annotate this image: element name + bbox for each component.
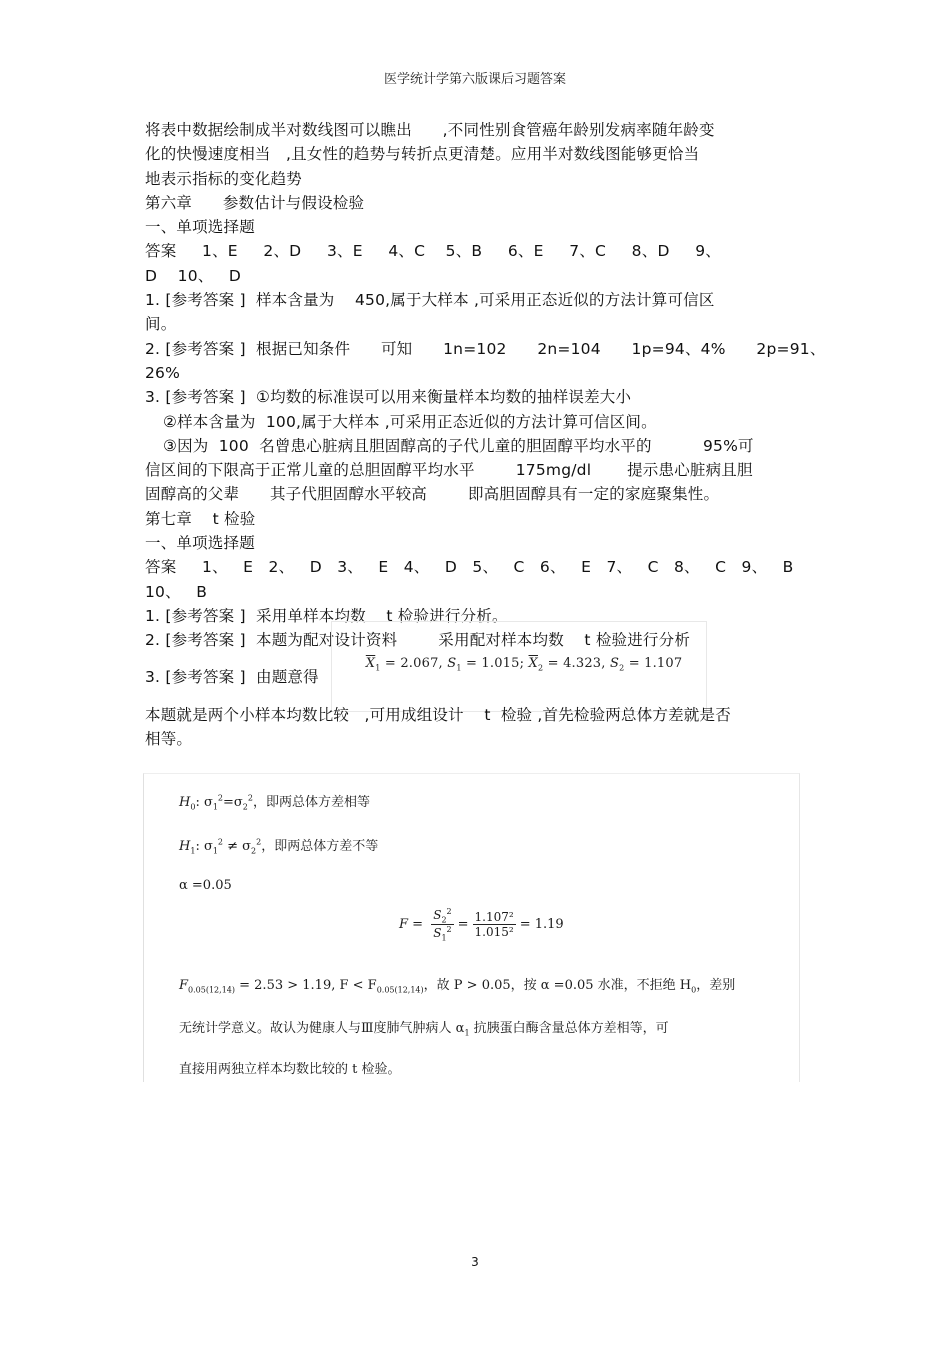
answer-line: D 10、 D — [145, 266, 241, 285]
section-heading: 一、单项选择题 — [145, 534, 255, 553]
chapter-7-heading: 第七章 t 检验 — [145, 509, 256, 528]
sample-stats-formula: $\overline{X}_1 = 2.067$, $S_1 = 1.015$; $\overline{X}_2 = 4.323$, $S_2 = 1.107$ — [331, 621, 708, 712]
answer-line: 答案 1、E 2、D 3、E 4、C 5、B 6、E 7、C 8、D 9、 — [145, 242, 721, 261]
alpha-line: α =0.05 — [179, 878, 232, 893]
f-formula: F = $\frac{S_2^2}{S_1^2}$ = $\frac{\text{1.107²}}{\text{1.015²}}$ = 1.19 — [399, 907, 564, 943]
page-number: 3 — [471, 1255, 479, 1269]
text-line: 1. [参考答案 ] 样本含量为 450,属于大样本 ,可采用正态近似的方法计算可信区 — [145, 291, 715, 310]
answer-line: 10、 B — [145, 582, 208, 601]
variance-test-box — [143, 773, 800, 1082]
conclusion-line: 无统计学意义。故认为健康人与Ⅲ度肺气肿病人 $\alpha_1$ 抗胰蛋白酶含量总体方差相等，可 — [179, 1021, 669, 1038]
h0-line: $H_0$: $\sigma_1^2=\sigma_2^2$，即两总体方差相等 — [179, 793, 370, 812]
section-heading: 一、单项选择题 — [145, 218, 255, 237]
chapter-6-heading: 第六章 参数估计与假设检验 — [145, 193, 365, 212]
q3-line — [145, 653, 815, 703]
h1-line: $H_1$: $\sigma_1^2 \ne \sigma_2^2$，即两总体方差不等 — [179, 837, 379, 856]
text-line: 化的快慢速度相当 ,且女性的趋势与转折点更清楚。应用半对数线图能够更恰当 — [145, 145, 700, 164]
text-line: 3. [参考答案 ] ①均数的标准误可以用来衡量样本均数的抽样误差大小 — [145, 388, 632, 407]
text-line: ②样本含量为 100,属于大样本 ,可采用正态近似的方法计算可信区间。 — [163, 412, 657, 431]
text-line: 相等。 — [145, 729, 193, 748]
text-line: 信区间的下限高于正常儿童的总胆固醇平均水平 175mg/dl 提示患心脏病且胆 — [145, 461, 753, 480]
body-text — [145, 118, 826, 751]
f-compare-line: $F_{0.05(12,14)} = 2.53 > 1.19$, $F < F_{0.05(12,14)}$，故 P > 0.05，按 α =0.05 水准，不拒绝 $H_0$，差别 — [179, 978, 736, 995]
text-line: 2. [参考答案 ] 根据已知条件 可知 1n=102 2n=104 1p=94、4% 2p=91、 — [145, 339, 826, 358]
text-line: 1. [参考答案 ] 采用单样本均数 t 检验进行分析。 — [145, 606, 508, 625]
q3-prefix: 3. [参考答案 ] 由题意得 — [145, 668, 319, 687]
conclusion-line: 直接用两独立样本均数比较的 t 检验。 — [179, 1062, 401, 1077]
text-line: 地表示指标的变化趋势 — [145, 169, 303, 188]
answer-line: 答案 1、 E 2、 D 3、 E 4、 D 5、 C 6、 E 7、 C 8、 C 9、 B — [145, 558, 794, 577]
text-line: 固醇高的父辈 其子代胆固醇水平较高 即高胆固醇具有一定的家庭聚集性。 — [145, 485, 720, 504]
page-header: 医学统计学第六版课后习题答案 — [383, 72, 566, 87]
text-line: 2. [参考答案 ] 本题为配对设计资料 采用配对样本均数 t 检验进行分析 — [145, 631, 691, 650]
text-line: 将表中数据绘制成半对数线图可以瞧出 ,不同性别食管癌年龄别发病率随年龄变 — [145, 121, 715, 139]
text-line: 间。 — [145, 315, 177, 334]
text-line: 26% — [145, 363, 181, 382]
text-line: 本题就是两个小样本均数比较 ,可用成组设计 t 检验 ,首先检验两总体方差就是否 — [145, 705, 731, 724]
text-line: ③因为 100 名曾患心脏病且胆固醇高的子代儿童的胆固醇平均水平的 95%可 — [163, 436, 754, 455]
